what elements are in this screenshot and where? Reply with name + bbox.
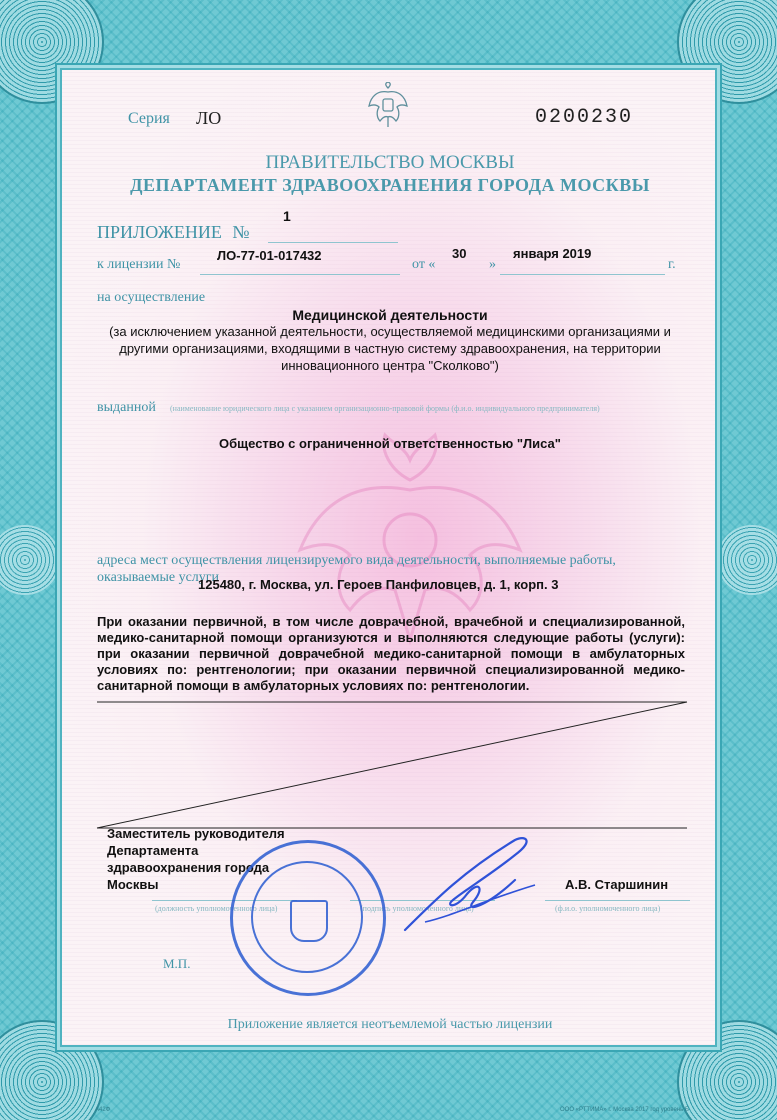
license-date-from-label: от « xyxy=(412,257,436,272)
appendix-label-text: ПРИЛОЖЕНИЕ xyxy=(97,222,222,242)
official-seal xyxy=(230,840,386,996)
issued-organization: Общество с ограниченной ответственностью "Лиса" xyxy=(219,436,561,451)
seal-inner-ring xyxy=(251,861,363,973)
seal-shield-icon xyxy=(290,900,328,942)
position-hint: (должность уполномоченного лица) xyxy=(155,904,278,913)
signer-position-line-3: здравоохранения города xyxy=(107,860,270,875)
coat-of-arms-icon xyxy=(368,82,408,128)
activity-description: (за исключением указанной деятельности, осуществляемой медицинскими организациями и другими организациями, входящими в частную систему здравоохранения, на территории инновационного центра "Сколково") xyxy=(109,324,671,373)
license-year-suffix: г. xyxy=(668,257,676,272)
activity-title: Медицинской деятельности xyxy=(292,307,488,323)
activity-label: на осуществление xyxy=(97,290,206,305)
license-label: к лицензии № xyxy=(97,257,181,272)
series-value: ЛО xyxy=(196,108,222,128)
side-rosette-left xyxy=(0,525,60,595)
signer-position-line-4: Москвы xyxy=(107,877,159,892)
license-date-line xyxy=(500,274,665,275)
form-number: 0200230 xyxy=(535,106,634,129)
strike-through-lines xyxy=(92,700,692,835)
series-label: Серия xyxy=(128,110,170,127)
license-number: ЛО-77-01-017432 xyxy=(217,248,322,263)
name-hint: (ф.и.о. уполномоченного лица) xyxy=(555,904,661,913)
address-value: 125480, г. Москва, ул. Героев Панфиловцев, д. 1, корп. 3 xyxy=(198,577,559,592)
address-label: адреса мест осуществления лицензируемого вида деятельности, выполняемые работы, оказываемые услуги xyxy=(97,553,616,585)
government-title: ПРАВИТЕЛЬСТВО МОСКВЫ xyxy=(265,152,515,173)
license-date-day: 30 xyxy=(452,246,467,261)
license-number-line xyxy=(200,274,400,275)
name-line xyxy=(545,900,690,901)
signer-position-line-1: Заместитель руководителя xyxy=(107,826,285,841)
side-rosette-right xyxy=(717,525,777,595)
license-date-day-close: » xyxy=(489,257,496,272)
handwritten-signature-icon xyxy=(395,830,545,940)
appendix-number: 1 xyxy=(283,208,291,224)
services-text: При оказании первичной, в том числе доврачебной, врачебной и специализированной, медико-санитарной помощи организуются и выполняются следующие работы (услуги): при оказании первичной доврачебной медико-санитарной помощи в амбулаторных условиях по: рентгенологии; при оказании первичной специализированной медико-санитарной помощи в амбулаторных условиях по: рентгенологии. xyxy=(97,614,685,693)
footer-right-code: ООО «РТТИМА» г. Москва 2017 год уровень Б xyxy=(560,1107,689,1113)
signature-hint: (подпись уполномоченного лица) xyxy=(360,904,474,913)
issued-hint: (наименование юридического лица с указанием организационно-правовой формы (ф.и.о. индивидуального предпринимателя) xyxy=(170,404,600,413)
department-title: ДЕПАРТАМЕНТ ЗДРАВООХРАНЕНИЯ ГОРОДА МОСКВЫ xyxy=(130,175,650,195)
seal-place-label: М.П. xyxy=(163,956,191,971)
footer-note: Приложение является неотъемлемой частью лицензии xyxy=(227,1017,553,1032)
signer-position-line-2: Департамента xyxy=(107,843,199,858)
appendix-number-sign: № xyxy=(232,222,250,242)
issued-label: выданной xyxy=(97,400,156,415)
signer-name: А.В. Старшинин xyxy=(565,877,669,892)
appendix-label xyxy=(97,222,250,243)
appendix-number-line xyxy=(268,242,398,243)
footer-left-code: А42Ф xyxy=(95,1107,111,1113)
license-date-month-year: января 2019 xyxy=(513,246,592,261)
